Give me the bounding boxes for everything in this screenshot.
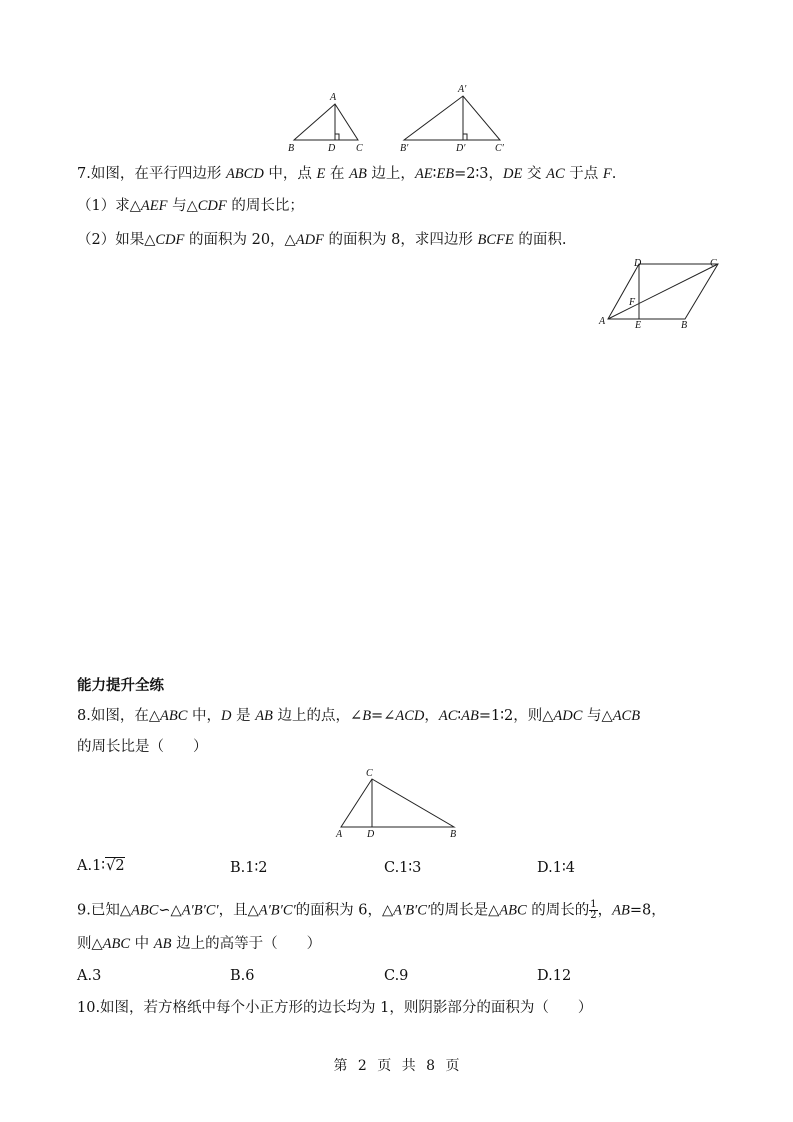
text-segment: ACD: [395, 708, 425, 724]
text-segment: CDF: [155, 232, 185, 248]
text-segment: ∽△: [158, 902, 182, 919]
text-segment: B: [362, 708, 372, 724]
svg-text:D: D: [634, 258, 642, 269]
text-segment: ABC: [160, 708, 188, 724]
triangle-abc-small: [288, 92, 363, 154]
text-segment: A′B′C′: [181, 902, 219, 919]
sqrt-sign: √2: [106, 858, 125, 874]
text-segment: AEF: [140, 198, 168, 214]
text-segment: F: [602, 166, 612, 182]
text-segment: 的面积为 20，△: [184, 232, 296, 248]
svg-text:A: A: [330, 92, 337, 103]
q8-option-c[interactable]: C.1∶3: [384, 860, 422, 876]
text-segment: =2∶3，: [454, 166, 504, 182]
q9-option-b[interactable]: B.6: [230, 968, 255, 984]
text-segment: 在: [325, 166, 350, 182]
svg-text:F: F: [629, 297, 636, 308]
text-segment: A′B′C′: [393, 902, 431, 919]
text-segment: 7.如图，在平行四边形: [77, 166, 226, 182]
text-segment: ADF: [295, 232, 324, 248]
svg-text:B′: B′: [400, 143, 409, 154]
svg-text:B: B: [288, 143, 295, 154]
text-segment: 交: [522, 166, 547, 182]
q10-line1: [77, 998, 592, 1018]
text-segment: DE: [503, 166, 523, 182]
text-segment: AB: [349, 166, 367, 182]
text-segment: 边上的高等于（ ）: [171, 936, 322, 952]
text-segment: 中: [130, 936, 154, 952]
text-segment: 的面积为 8，求四边形: [323, 232, 478, 248]
text-segment: AC: [546, 166, 565, 182]
svg-text:C: C: [710, 258, 717, 269]
svg-text:D: D: [367, 829, 375, 840]
parallelogram-figure: [596, 256, 726, 336]
text-segment: 的周长比是（ ）: [77, 739, 208, 755]
svg-text:A: A: [336, 829, 343, 840]
q9-line2: [77, 934, 321, 954]
text-segment: 中，点: [263, 166, 317, 182]
text-segment: ABC: [499, 902, 527, 919]
text-segment: AB: [612, 902, 630, 919]
text-segment: AB: [153, 936, 172, 952]
text-segment: AB: [461, 708, 479, 724]
q9-line1: [77, 900, 666, 921]
triangle-abc-large: [400, 84, 505, 154]
text-segment: AC: [438, 708, 458, 724]
text-segment: ADC: [553, 708, 583, 724]
text-segment: 的面积为 6，△: [295, 902, 394, 919]
text-segment: 的周长比；: [226, 198, 304, 214]
text-segment: 的周长是△: [430, 902, 500, 919]
text-segment: ，且△: [218, 902, 259, 919]
text-segment: 边上，: [366, 166, 415, 182]
text-segment: =∠: [371, 708, 396, 724]
q8-triangle-figure: [330, 764, 470, 840]
q9-option-c[interactable]: C.9: [384, 968, 409, 984]
q9-option-d[interactable]: D.12: [537, 968, 572, 984]
fraction-one-half: $\frac{1}{2}$: [590, 899, 597, 921]
text-segment: AB: [255, 708, 273, 724]
text-segment: 与△: [582, 708, 613, 724]
svg-text:D: D: [328, 143, 336, 154]
text-segment: EB: [436, 166, 455, 182]
text-segment: ABC: [102, 936, 131, 952]
text-segment: .: [611, 166, 617, 182]
text-segment: 边上的点，∠: [272, 708, 363, 724]
q7-line1: [77, 164, 616, 184]
text-segment: 于点: [564, 166, 603, 182]
q8-option-b[interactable]: B.1∶2: [230, 860, 268, 876]
q7-line3: [77, 230, 566, 250]
q7-line2: [77, 196, 304, 216]
text-segment: （2）如果△: [77, 232, 156, 248]
text-segment: ACB: [612, 708, 641, 724]
text-segment: ，: [424, 708, 439, 724]
svg-text:C: C: [366, 768, 373, 779]
text-segment: AE: [414, 166, 433, 182]
q8-line2: [77, 737, 208, 757]
text-segment: 的周长的: [526, 902, 590, 919]
text-segment: E: [316, 166, 326, 182]
q8-option-a[interactable]: A.1∶√2: [77, 858, 125, 874]
text-segment: 是: [231, 708, 256, 724]
svg-text:E: E: [635, 320, 642, 331]
svg-text:D′: D′: [456, 143, 466, 154]
text-segment: （1）求△: [77, 198, 141, 214]
q9-option-a[interactable]: A.3: [77, 968, 102, 984]
svg-text:C′: C′: [495, 143, 504, 154]
text-segment: 与△: [167, 198, 198, 214]
text-segment: ∶: [432, 166, 437, 182]
text-segment: =8，: [629, 902, 666, 919]
text-segment: ，: [597, 902, 613, 919]
text-segment: 10.如图，若方格纸中每个小正方形的边长均为 1，则阴影部分的面积为（ ）: [77, 1000, 593, 1016]
text-segment: 中，: [187, 708, 221, 724]
section-title: 能力提升全练: [77, 678, 164, 694]
svg-text:C: C: [356, 143, 363, 154]
svg-text:B: B: [681, 320, 688, 331]
text-segment: 则△: [77, 936, 103, 952]
text-segment: ABCD: [225, 166, 264, 182]
text-segment: ∶: [457, 708, 462, 724]
text-segment: 的面积.: [513, 232, 567, 248]
text-segment: A′B′C′: [258, 902, 296, 919]
q8-line1: [77, 706, 640, 726]
text-segment: CDF: [197, 198, 227, 214]
text-segment: 8.如图，在△: [77, 708, 160, 724]
text-segment: BCFE: [477, 232, 514, 248]
q8-option-d[interactable]: D.1∶4: [537, 860, 575, 876]
svg-text:A: A: [599, 316, 606, 327]
page-footer: 第 2 页 共 8 页: [333, 1058, 460, 1074]
text-segment: =1∶2，则△: [478, 708, 554, 724]
text-segment: 9.已知△: [77, 902, 131, 919]
svg-text:B: B: [450, 829, 457, 840]
text-segment: D: [221, 708, 232, 724]
text-segment: ABC: [131, 902, 159, 919]
similar-triangles-figure: [280, 80, 520, 155]
svg-text:A′: A′: [458, 84, 467, 95]
